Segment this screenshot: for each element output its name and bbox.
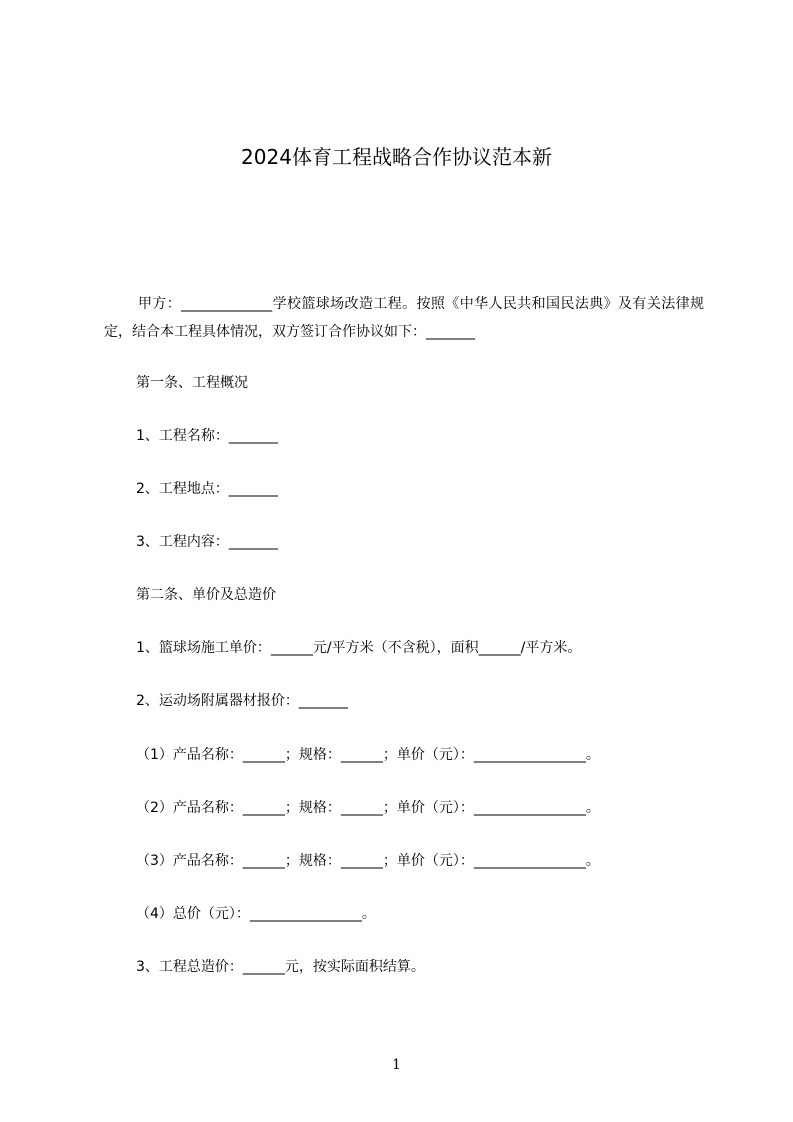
project-location-line: 2、工程地点：_______ xyxy=(136,481,278,497)
intro-paragraph: 甲方：_____________学校篮球场改造工程。按照《中华人民共和国民法典》及有关法律规定，结合本工程具体情况，双方签订合作协议如下：_______ xyxy=(104,296,704,340)
product-line-3: （3）产品名称：______；规格：______；单价（元）：________________。 xyxy=(136,853,600,869)
page-number: 1 xyxy=(392,1057,401,1073)
court-unit-price-line: 1、篮球场施工单价：______元/平方米（不含税），面积______/平方米。 xyxy=(136,640,582,656)
project-name-line: 1、工程名称：_______ xyxy=(136,428,278,444)
product-line-2: （2）产品名称：______；规格：______；单价（元）：________________。 xyxy=(136,800,600,816)
document-title: 2024体育工程战略合作协议范本新 xyxy=(241,145,552,169)
total-cost-line: 3、工程总造价：______元，按实际面积结算。 xyxy=(136,959,425,975)
article-2-heading: 第二条、单价及总造价 xyxy=(136,587,276,603)
product-line-1: （1）产品名称：______；规格：______；单价（元）：________________。 xyxy=(136,747,600,763)
total-price-line: （4）总价（元）：________________。 xyxy=(136,906,376,922)
equipment-quote-line: 2、运动场附属器材报价：_______ xyxy=(136,693,348,709)
article-1-heading: 第一条、工程概况 xyxy=(136,375,248,391)
project-content-line: 3、工程内容：_______ xyxy=(136,534,278,550)
